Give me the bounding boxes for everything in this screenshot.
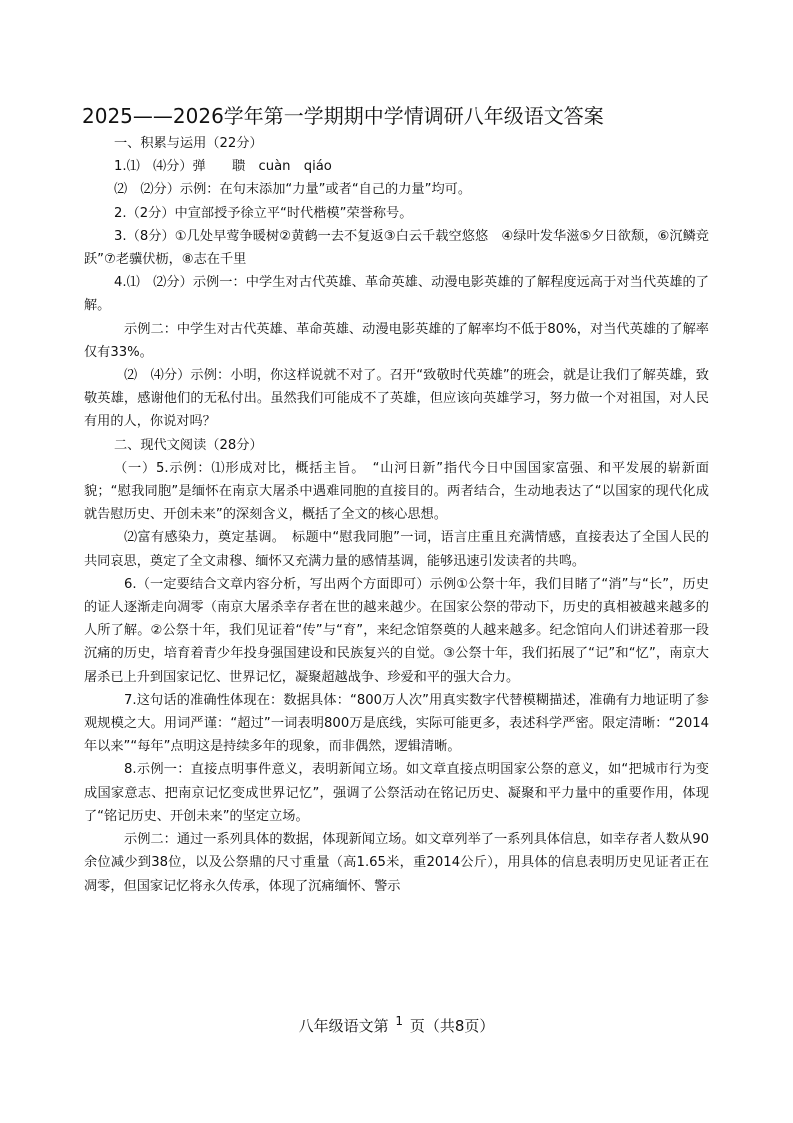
answer-8-example-2: 示例二：通过一系列具体的数据，体现新闻立场。如文章列举了一系列具体信息，如幸存者人数从90余位减少到38位，以及公祭鼎的尺寸重量（高1.65米，重2014公斤），用具体的信息表明历史见证者正在凋零，但国家记忆将永久传承，体现了沉痛缅怀、警示: [84, 832, 709, 894]
answer-6: 6.（一定要结合文章内容分析，写出两个方面即可）示例①公祭十年，我们目睹了“消”与“长”，历史的证人逐渐走向凋零（南京大屠杀幸存者在世的越来越少。在国家公祭的带动下，历史的真相被越来越多的人所了解。②公祭十年，我们见证着“传”与“育”，来纪念馆祭奠的人越来越多。纪念馆向人们讲述着那一段沉痛的历史，培育着青少年投身强国建设和民族复兴的自觉。③公祭十年，我们拓展了“记”和“忆”，南京大屠杀已上升到国家记忆、世界记忆，凝聚超越战争、珍爱和平的强大合力。: [84, 576, 709, 685]
answer-4-2: ⑵ ⑷分）示例：小明，你这样说就不对了。召开“致敬时代英雄”的班会，就是让我们了解英雄，致敬英雄，感谢他们的无私付出。虽然我们可能成不了英雄，但应该向英雄学习，努力做一个对祖国，对人民有用的人，你说对吗？: [84, 368, 709, 430]
answer-2: 2.（2分）中宣部授予徐立平“时代楷模”荣誉称号。: [114, 205, 413, 221]
footer-page-number: 1: [395, 1014, 404, 1028]
footer-suffix: 页（共8页）: [409, 1017, 495, 1035]
answer-4-1-example-1: 4.⑴ ⑵分）示例一：中学生对古代英雄、革命英雄、动漫电影英雄的了解程度远高于对当代英雄的了解。: [84, 275, 709, 314]
answer-5-1: （一）5.示例：⑴形成对比，概括主旨。 “山河日新”指代今日中国国家富强、和平发展的崭新面貌；“慰我同胞”是缅怀在南京大屠杀中遇难同胞的直接目的。两者结合，生动地表达了“以国家的现代化成就告慰历史、开创未来”的深刻含义，概括了全文的核心思想。: [84, 460, 709, 523]
footer-prefix: 八年级语文第: [298, 1017, 389, 1035]
answer-1-1: 1.⑴ ⑷分）弹 聩 cuàn qiáo: [114, 159, 332, 175]
section-heading-1: 一、积累与运用（22分）: [114, 136, 263, 151]
page-title: 2025——2026学年第一学期期中学情调研八年级语文答案: [82, 104, 604, 128]
answer-3: 3.（8分）①几处早莺争暖树②黄鹤一去不复返③白云千载空悠悠 ④绿叶发华滋⑤夕日欲颓，⑥沉鳞竞跃”⑦老骥伏枥，⑧志在千里: [84, 228, 709, 268]
answer-5-2: ⑵富有感染力，奠定基调。 标题中“慰我同胞”一词，语言庄重且充满情感，直接表达了全国人民的共同哀思，奠定了全文肃穆、缅怀又充满力量的感情基调，能够迅速引发读者的共鸣。: [84, 530, 709, 569]
section-heading-2: 二、现代文阅读（28分）: [114, 437, 263, 453]
answer-4-1-example-2: 示例二：中学生对古代英雄、革命英雄、动漫电影英雄的了解率均不低于80%，对当代英雄的了解率仅有33%。: [84, 321, 709, 360]
answer-content: [84, 132, 709, 898]
answer-1-2: ⑵ ⑵分）示例：在句末添加“力量”或者“自己的力量”均可。: [114, 182, 472, 198]
answer-7: 7.这句话的准确性体现在：数据具体：“800万人次”用真实数字代替模糊描述，准确有力地证明了参观规模之大。用词严谨：“超过”一词表明800万是底线，实际可能更多，表述科学严密。限定清晰：“2014年以来”“每年”点明这是持续多年的现象，而非偶然，逻辑清晰。: [84, 692, 709, 755]
answer-8-example-1: 8.示例一：直接点明事件意义，表明新闻立场。如文章直接点明国家公祭的意义，如“把城市行为变成国家意志、把南京记忆变成世界记忆”，强调了公祭活动在铭记历史、凝聚和平力量中的重要作用，体现了“铭记历史、开创未来”的坚定立场。: [84, 762, 709, 824]
page-footer: [0, 1014, 793, 1036]
